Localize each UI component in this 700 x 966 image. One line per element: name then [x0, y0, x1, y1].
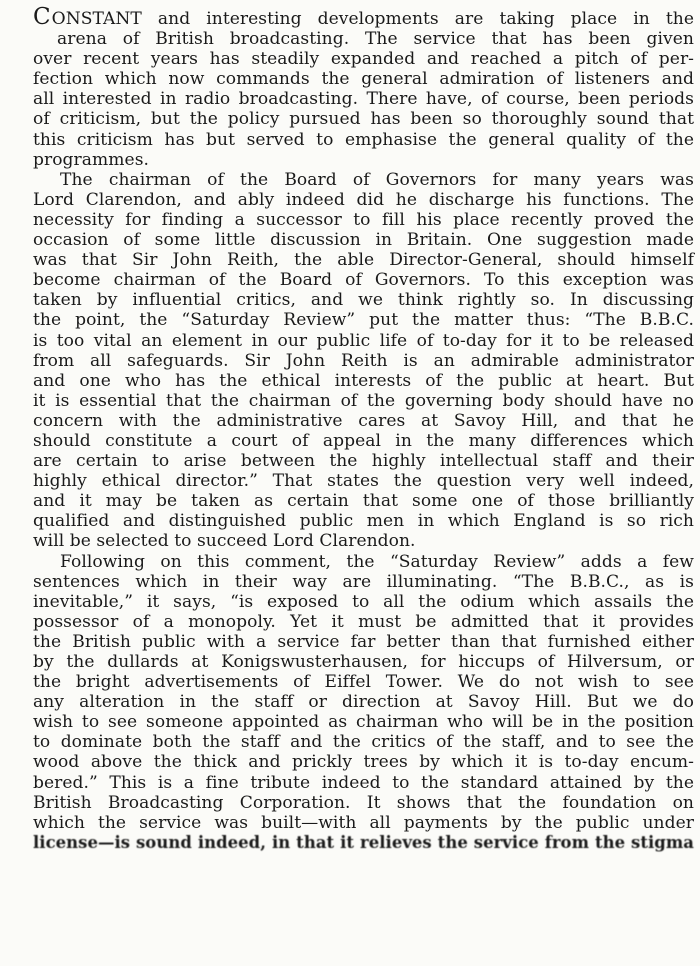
text-line: arena of British broadcasting. The service that has been given [57, 29, 694, 50]
text-line: occasion of some little discussion in Britain. One suggestion made [33, 230, 694, 251]
drop-cap: C [33, 4, 51, 30]
text-line: inevitable,” it says, “is exposed to all the odium which assails the [33, 591, 694, 612]
text-line: should constitute a court of appeal in the many differences which [33, 430, 694, 451]
text-line: all interested in radio broadcasting. There have, of course, been periods [33, 89, 694, 110]
text-line: highly ethical director.” That states the question very well indeed, [33, 471, 694, 492]
text-line: and it may be taken as certain that some one of those brilliantly [33, 491, 694, 512]
text-line: by the dullards at Konigswusterhausen, for hiccups of Hilversum, or [33, 652, 694, 672]
text-line: the bright advertisements of Eiffel Tower. We do not wish to see [33, 672, 694, 693]
text-line: which the service was built—with all payments by the public under [33, 812, 694, 833]
text-line: taken by influential critics, and we think rightly so. In discussing [33, 290, 694, 311]
text-line: license—is sound indeed, in that it relieves the service from the stigma [33, 832, 694, 852]
text-line: possessor of a monopoly. Yet it must be admitted that it provides [33, 611, 694, 632]
text-line: it is essential that the chairman of the governing body should have no [33, 390, 694, 411]
text-line: concern with the administrative cares at Savoy Hill, and that he [33, 410, 694, 431]
paragraph-2 [6, 170, 694, 552]
text-line: fection which now commands the general admiration of listeners and [33, 69, 694, 90]
text-line: The chairman of the Board of Governors for many years was [60, 169, 694, 190]
text-line: British Broadcasting Corporation. It shows that the foundation on [33, 792, 694, 813]
text-line: qualified and distinguished public men in which England is so rich [33, 511, 694, 532]
text-line: Following on this comment, the “Saturday Review” adds a few [60, 551, 694, 572]
paragraph-1 [6, 6, 694, 170]
text-line: from all safeguards. Sir John Reith is an admirable administrator [33, 350, 694, 371]
paragraph-3 [6, 552, 694, 853]
text-line: programmes. [33, 149, 149, 170]
text-line: wish to see someone appointed as chairman who will be in the position [33, 712, 694, 733]
text-line: bered.” This is a fine tribute indeed to the standard attained by the [33, 772, 694, 793]
text-line: the point, the “Saturday Review” put the matter thus: “The B.B.C. [33, 310, 694, 331]
text-line: become chairman of the Board of Governors. To this exception was [33, 270, 694, 291]
text-line: to dominate both the staff and the critics of the staff, and to see the [33, 732, 694, 753]
text-line: are certain to arise between the highly intellectual staff and their [33, 451, 694, 472]
document-page [6, 6, 694, 853]
text-line: wood above the thick and prickly trees by which it is to-day encum- [33, 752, 694, 773]
text-line: and one who has the ethical interests of the public at heart. But [33, 370, 694, 391]
text-line: was that Sir John Reith, the able Director-General, should himself [33, 250, 694, 271]
text-line: sentences which in their way are illuminating. “The B.B.C., as is [33, 571, 694, 592]
text-line: over recent years has steadily expanded and reached a pitch of per- [33, 49, 694, 70]
text-line: CONSTANT and interesting developments are taking place in the [33, 4, 694, 30]
text-line: of criticism, but the policy pursued has been so thoroughly sound that [33, 109, 694, 130]
text-line: the British public with a service far better than that furnished either [33, 631, 694, 652]
text-line: will be selected to succeed Lord Clarendon. [33, 531, 416, 552]
text-line: this criticism has but served to emphasise the general quality of the [33, 129, 694, 150]
text-line: necessity for finding a successor to fill his place recently proved the [33, 209, 694, 230]
text-line: is too vital an element in our public life of to-day for it to be released [33, 330, 694, 351]
text-line: Lord Clarendon, and ably indeed did he discharge his functions. The [33, 189, 694, 210]
text-line: any alteration in the staff or direction at Savoy Hill. But we do [33, 692, 694, 713]
